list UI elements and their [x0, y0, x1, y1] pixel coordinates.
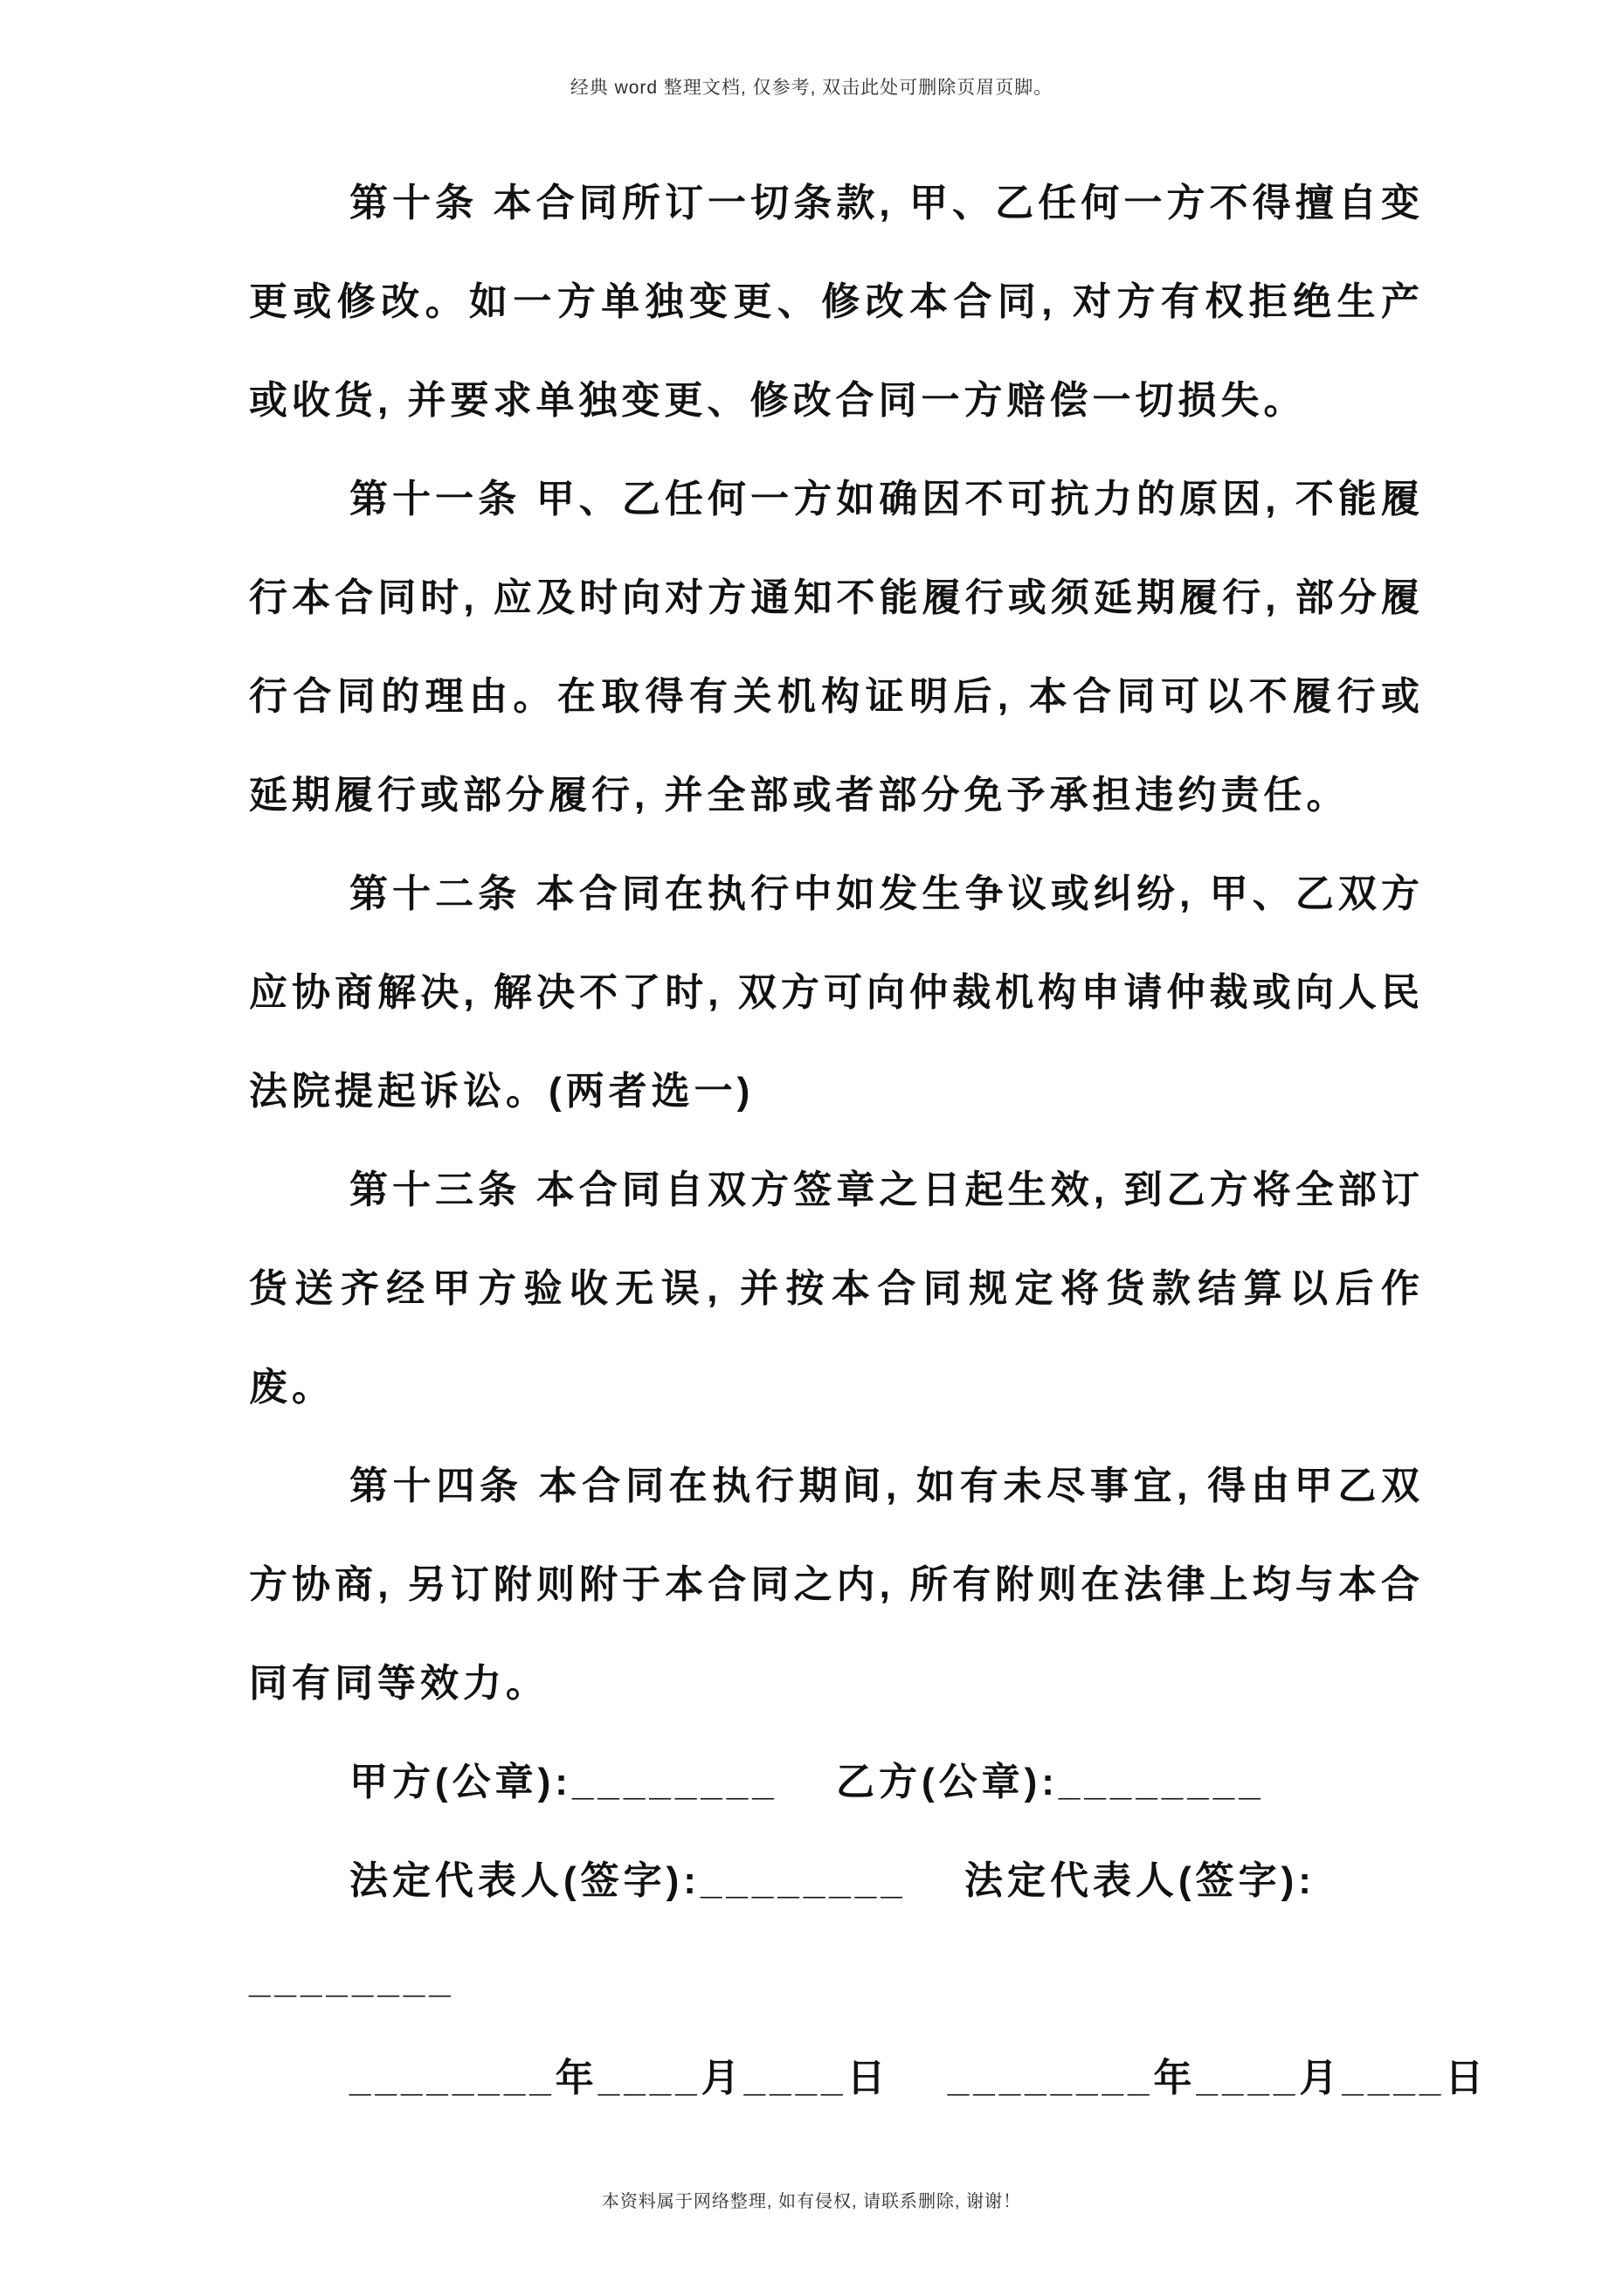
clause-12-paragraph: 第十二条 本合同在执行中如发生争议或纠纷, 甲、乙双方应协商解决, 解决不了时, 双方可向仲裁机构申请仲裁或向人民法院提起诉讼。(两者选一) [249, 872, 1424, 1113]
clause-14-paragraph: 第十四条 本合同在执行期间, 如有未尽事宜, 得由甲乙双方协商, 另订附则附于本合同之内, 所有附则在法律上均与本合同有同等效力。 [249, 1465, 1424, 1705]
contract-body [249, 154, 1488, 2127]
date-signature-line: ________年____月____日 ________年____月____日 [349, 2057, 1488, 2099]
seal-signature-line: 甲方(公章):________ 乙方(公章):________ [349, 1761, 1265, 1803]
legal-representative-line: 法定代表人(签字):________ 法定代表人(签字): [349, 1859, 1316, 1902]
page-header-note: 经典 word 整理文档, 仅参考, 双击此处可删除页眉页脚。 [570, 78, 1053, 98]
clause-13-paragraph: 第十三条 本合同自双方签章之日起生效, 到乙方将全部订货送齐经甲方验收无误, 并按本合同规定将货款结算以后作废。 [249, 1169, 1424, 1409]
page-footer-note: 本资料属于网络整理, 如有侵权, 请联系删除, 谢谢！ [601, 2192, 1022, 2211]
clause-10-paragraph: 第十条 本合同所订一切条款, 甲、乙任何一方不得擅自变更或修改。如一方单独变更、修改本合同, 对方有权拒绝生产或收货, 并要求单独变更、修改合同一方赔偿一切损失。 [249, 182, 1424, 422]
clause-11-paragraph: 第十一条 甲、乙任何一方如确因不可抗力的原因, 不能履行本合同时, 应及时向对方通知不能履行或须延期履行, 部分履行合同的理由。在取得有关机构证明后, 本合同可以不履行或延期履行或部分履行, 并全部或者部分免予承担违约责任。 [249, 478, 1424, 817]
legal-representative-line-continuation: ________ [249, 1958, 455, 2001]
